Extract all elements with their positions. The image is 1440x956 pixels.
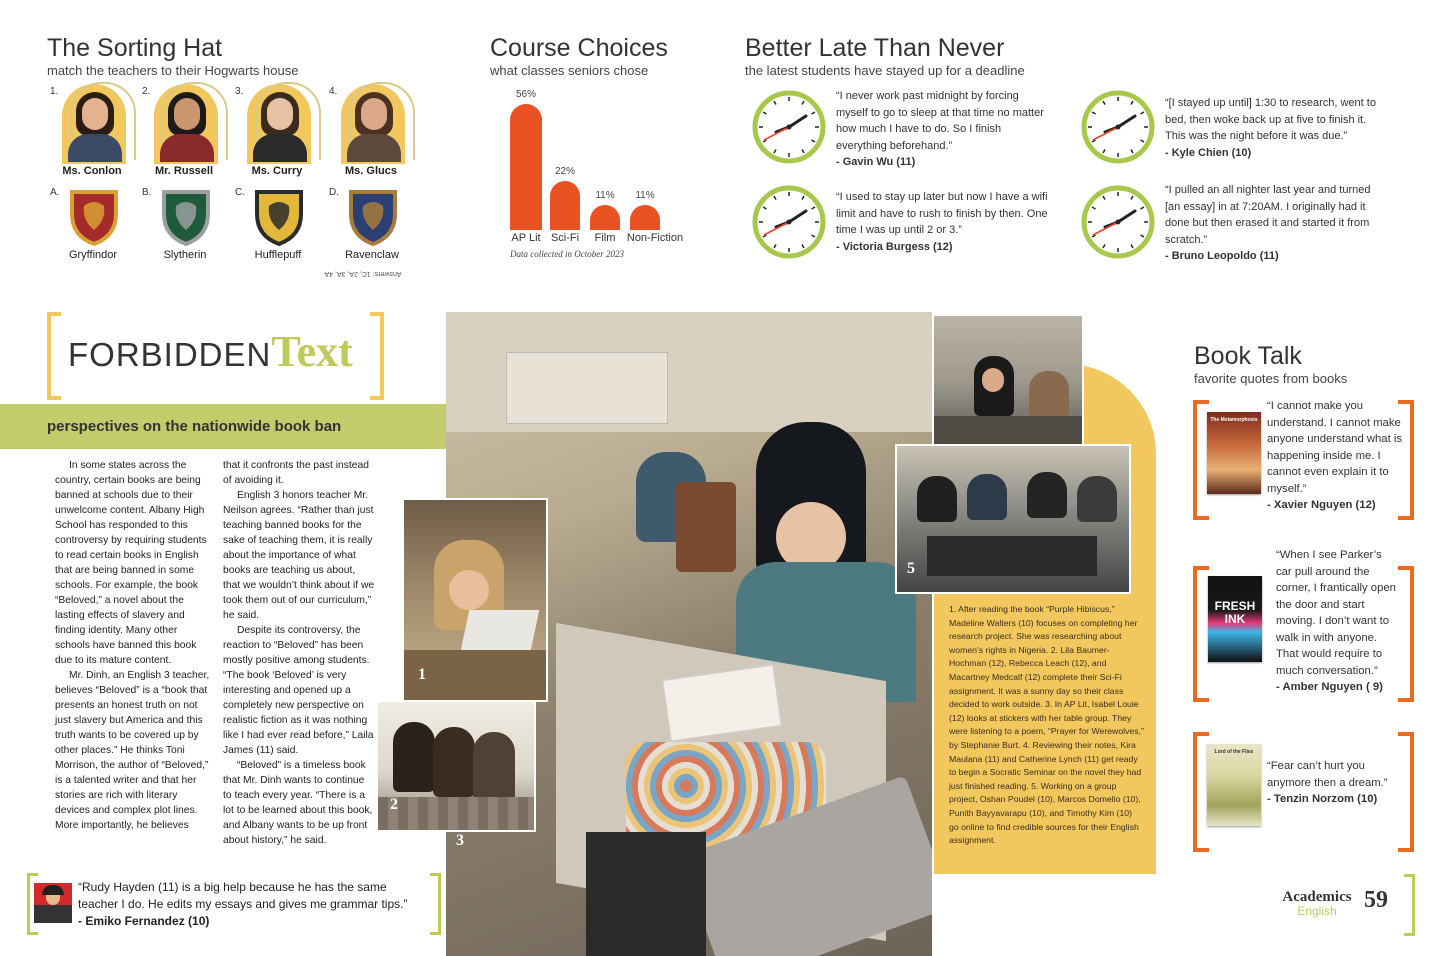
teacher-name: Ms. Conlon: [62, 165, 122, 177]
photo-number-3: 3: [456, 832, 464, 849]
teacher-number: 3.: [235, 86, 244, 97]
feature-title: [68, 326, 353, 377]
photo-5: [895, 444, 1131, 594]
bar-value-label: 11%: [635, 190, 655, 202]
house-name: Slytherin: [163, 249, 207, 261]
pull-quote-text: “Rudy Hayden (11) is a big help because he has the same teacher I do. He edits my essays and gives me grammar tips.”: [78, 880, 408, 911]
article-paragraph: In some states across the country, certain books are being banned at schools due to their unwelcome content. Albany High School has responded to this controversy by requiring students to read certain books in English that are being banned in some schools. For example, the book “Beloved,” a novel about the lasting effects of slavery and finding identity. Many other schools have banned this book due to its mature content.: [55, 460, 207, 666]
book-quote: [1267, 758, 1403, 808]
photo-2: [376, 700, 536, 832]
feature-title-b: Text: [271, 327, 353, 376]
article-column-2: [223, 458, 375, 848]
late-quote-author: - Bruno Leopoldo (11): [1165, 250, 1279, 262]
late-quote-text: “I never work past midnight by forcing myself to go to sleep at that time no matter how much I have to do. So I finish everything beforehand.”: [836, 90, 1044, 152]
slytherin-crest-icon: [156, 188, 216, 246]
photo-number-1: 1: [418, 666, 426, 683]
category-label: Sci-Fi: [550, 232, 580, 244]
bar-sci-fi: [550, 181, 580, 231]
late-subtitle: the latest students have stayed up for a deadline: [745, 63, 1025, 78]
course-bar-chart: [500, 84, 700, 254]
photo-number-2: 2: [390, 796, 398, 813]
chart-note: Data collected in October 2023: [510, 249, 624, 259]
ravenclaw-crest-icon: [343, 188, 403, 246]
pull-quote-avatar: [34, 883, 72, 923]
book-cover: [1208, 576, 1262, 662]
category-label: Non-Fiction: [626, 232, 684, 244]
article-column-1: [55, 458, 210, 833]
late-title: Better Late Than Never: [745, 34, 1005, 62]
late-quote: [1165, 95, 1380, 161]
folio-subsection: English: [1297, 904, 1337, 918]
late-quote-author: - Victoria Burgess (12): [836, 240, 953, 253]
feature-subtitle: perspectives on the nationwide book ban: [47, 418, 342, 435]
sorting-hat-section: [47, 34, 298, 78]
photo-4: [932, 314, 1084, 448]
page-number: 59: [1364, 887, 1388, 913]
article-paragraph: Mr. Dinh, an English 3 teacher, believes “Beloved” is a “book that presents an honest truth on not just slavery but America and this truth wants to be covered up by other places.” He thinks Toni Morrison, the author of “Beloved,” is a talented writer and that her stories are rich with literary devices and complex plot lines. More importantly, he believes: [55, 670, 210, 831]
bar-value-label: 22%: [554, 165, 575, 177]
book-quote: [1267, 398, 1403, 514]
teacher-name: Ms. Glucs: [345, 165, 397, 177]
bar-value-label: 11%: [595, 190, 615, 202]
answers-key: Answers: 1C, 2A, 3A, 4A: [324, 270, 402, 277]
book-talk-subtitle: favorite quotes from books: [1194, 371, 1348, 386]
house-letter: C.: [235, 187, 245, 198]
book-cover-title: FRESH INK: [1214, 599, 1256, 627]
late-quote-text: “I pulled an all nighter last year and turned [an essay] in at 7:20AM. I originally had it done but then erased it and started it from scratch.”: [1165, 184, 1371, 246]
book-cover: [1207, 412, 1261, 494]
photo-captions: 1. After reading the book “Purple Hibiscus,” Madeline Walters (10) focuses on completing her research project. She was researching about women’s rights in Nigeria. 2. Lila Baumer-Hochman (12), Rebecca Leach (12), and Macartney Medcalf (12) complete their Sci-Fi assignment. It was a sunny day so their class decided to work outside. 3. In AP Lit, Isabel Louie (12) looks at stickers with her table group. They were listening to a poem, “Prayer for Werewolves,” by Stephanie Burt. 4. Reviewing their notes, Kira Maulana (11) and Catherine Lynch (11) get ready to begin a Socratic Seminar on the novel they had just finished reading. 5. Working on a group project, Oshan Poudel (10), Marcos Domelio (10), Punith Bayyavarapu (10), and Timothy Kim (10) go online to find credible sources for their English assignment.: [949, 604, 1144, 846]
clock-icon: [752, 90, 826, 164]
teacher-number: 1.: [50, 86, 59, 97]
house-letter: A.: [50, 187, 60, 198]
house-name: Gryffindor: [68, 249, 118, 261]
late-quote: [836, 189, 1051, 255]
pull-quote: [78, 879, 428, 930]
sorting-hat-title: The Sorting Hat: [47, 34, 223, 62]
folio-section: [1277, 889, 1357, 918]
sorting-hat-subtitle: match the teachers to their Hogwarts house: [47, 63, 299, 78]
book-quote-author: - Tenzin Norzom (10): [1267, 793, 1378, 805]
book-quote: [1276, 547, 1396, 696]
teacher-number: 4.: [329, 86, 338, 97]
bar-non-fiction: [630, 205, 660, 230]
book-quote-author: - Xavier Nguyen (12): [1267, 499, 1376, 511]
book-talk-title: Book Talk: [1194, 342, 1302, 370]
article-paragraph: English 3 honors teacher Mr. Neilson agrees. “Rather than just teaching banned books for the sake of teaching them, it is really about the importance of what books are teaching us about, that we wouldn’t think about if we took them out of our curriculum,” he said.: [223, 490, 375, 621]
late-quote-author: - Gavin Wu (11): [836, 156, 916, 168]
house-name: Hufflepuff: [254, 249, 302, 261]
house-name: Ravenclaw: [345, 249, 399, 261]
book-bracket-right: [1398, 566, 1414, 702]
course-choices-title: Course Choices: [490, 34, 668, 62]
photo-1: [402, 498, 548, 702]
late-quote-text: “[I stayed up until] 1:30 to research, went to bed, then woke back up at five to finish it. This was the night before it was due.”: [1165, 97, 1376, 142]
folio-section-name: Academics: [1282, 889, 1352, 905]
teacher-name: Mr. Russell: [154, 165, 214, 177]
gryffindor-crest-icon: [64, 188, 124, 246]
house-letter: B.: [142, 187, 152, 198]
clock-icon: [1081, 90, 1155, 164]
bar-ap-lit: [510, 104, 542, 230]
category-label: Film: [594, 232, 616, 244]
book-quote-text: “I cannot make you understand. I cannot make anyone understand what is happening inside me. I cannot even explain it to myself.”: [1267, 400, 1403, 495]
teacher-portrait: [64, 86, 126, 162]
category-label: AP Lit: [511, 232, 541, 244]
clock-icon: [752, 185, 826, 259]
late-section: [745, 34, 1025, 78]
book-cover: [1207, 744, 1261, 826]
teacher-name: Ms. Curry: [251, 165, 303, 177]
photo-number-5: 5: [907, 560, 915, 577]
bar-value-label: 56%: [515, 89, 536, 100]
late-quote-author: - Kyle Chien (10): [1165, 146, 1252, 159]
feature-title-a: FORBIDDEN: [68, 336, 272, 373]
clock-icon: [1081, 185, 1155, 259]
course-choices-subtitle: what classes seniors chose: [490, 63, 649, 78]
title-bracket-left: [47, 312, 61, 400]
late-quote: [836, 88, 1051, 171]
title-bracket-right: [370, 312, 384, 400]
hufflepuff-crest-icon: [249, 188, 309, 246]
book-talk-section: [1194, 342, 1347, 386]
book-bracket-left: [1193, 566, 1209, 702]
bar-film: [590, 205, 620, 230]
article-paragraph: “Beloved” is a timeless book that Mr. Dinh wants to continue to teach every year. “There is a lot to be learned about this book, and Albany wants to be up front about history,” he said.: [223, 760, 373, 846]
pull-quote-bracket-right: [430, 873, 441, 935]
late-quote: [1165, 182, 1380, 265]
article-paragraph: that it confronts the past instead of avoiding it.: [223, 460, 369, 486]
house-letter: D.: [329, 187, 339, 198]
book-quote-author: - Amber Nguyen ( 9): [1276, 681, 1383, 693]
course-choices-section: [490, 34, 668, 78]
folio-bracket: [1404, 874, 1415, 936]
teacher-portrait: [343, 86, 405, 162]
book-quote-text: “When I see Parker’s car pull around the corner, I frantically open the door and start moving. I don’t want to walk in with anyone. That would require to much conversation.”: [1276, 549, 1396, 677]
book-cover-title: Lord of the Flies: [1214, 749, 1254, 755]
teacher-number: 2.: [142, 86, 151, 97]
teacher-portrait: [156, 86, 218, 162]
late-quote-text: “I used to stay up later but now I have a wifi limit and have to rush to finish by then. One time I was up until 2 or 3.”: [836, 191, 1048, 236]
article-paragraph: Despite its controversy, the reaction to “Beloved” has been mostly positive among students. “The book ‘Beloved’ is very interesting and opened up a completely new perspective on realistic fiction as it was nothing like I had ever read before,” Laila James (11) said.: [223, 625, 374, 756]
book-cover-title: The Metamorphosis: [1210, 417, 1258, 423]
pull-quote-author: - Emiko Fernandez (10): [78, 914, 210, 928]
teacher-portrait: [249, 86, 311, 162]
book-quote-text: “Fear can’t hurt you anymore then a dream.”: [1267, 760, 1388, 789]
